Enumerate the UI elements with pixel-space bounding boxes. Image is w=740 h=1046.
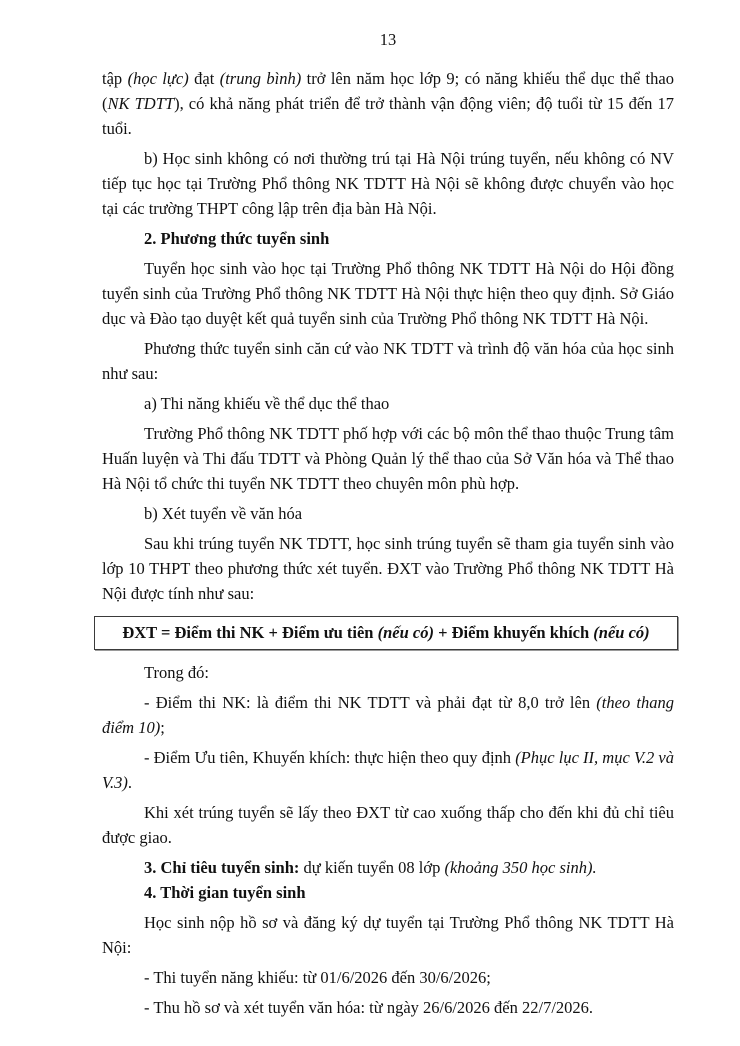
para-a-thi-nang-khieu [102, 391, 674, 416]
text-run: 3. Chỉ tiêu tuyển sinh: [144, 858, 300, 877]
page-number: 13 [379, 30, 397, 49]
text-run: Trong đó: [144, 663, 209, 682]
text-run: 4. Thời gian tuyển sinh [144, 883, 306, 902]
text-run: (học lực) [127, 69, 189, 88]
text-run: b) Xét tuyển về văn hóa [144, 504, 303, 523]
para-continuation-hoc-luc [102, 66, 674, 141]
text-run: ĐXT = Điểm thi NK + Điểm ưu tiên [122, 623, 378, 642]
para-tuyen-hoc-sinh [102, 256, 674, 331]
para-b-xet-tuyen-van-hoa [102, 501, 674, 526]
text-run: (nếu có) [593, 623, 650, 642]
para-hoc-sinh-nop-ho-so [102, 910, 674, 960]
text-run: dự kiến tuyển 08 lớp [299, 858, 445, 877]
text-run: (khoảng 350 học sinh). [444, 858, 597, 877]
text-run: Tuyển học sinh vào học tại Trường Phổ thông NK TDTT Hà Nội do Hội đồng tuyển sinh của Trường Phổ thông NK TDTT Hà Nội thực hiện theo quy định. Sở Giáo dục và Đào tạo duyệt kết quả tuyển sinh của Trường Phổ thông NK TDTT Hà Nội. [102, 259, 674, 328]
heading-2-phuong-thuc-tuyen-sinh [102, 226, 674, 251]
para-diem-thi-nk [102, 690, 674, 740]
admission-score-formula-box [94, 616, 678, 650]
text-run: Phương thức tuyển sinh căn cứ vào NK TDTT và trình độ văn hóa của học sinh như sau: [102, 339, 674, 383]
text-run: (nếu có) [377, 623, 434, 642]
text-run: - Thi tuyển năng khiếu: từ 01/6/2026 đến 30/6/2026; [144, 968, 491, 987]
text-run: ; [160, 718, 165, 737]
text-run: a) Thi năng khiếu về thể dục thể thao [144, 394, 390, 413]
text-run: tập [102, 69, 128, 88]
text-run: Khi xét trúng tuyển sẽ lấy theo ĐXT từ cao xuống thấp cho đến khi đủ chỉ tiêu được giao. [102, 803, 674, 847]
text-run: (trung bình) [219, 69, 302, 88]
text-run: NK TDTT [107, 94, 175, 113]
para-phuong-thuc-can-cu [102, 336, 674, 386]
para-khi-xet-trung-tuyen [102, 800, 674, 850]
para-thu-ho-so-xet-tuyen-dates [102, 995, 674, 1020]
text-run: 2. Phương thức tuyển sinh [144, 229, 330, 248]
para-truong-pho-thong-phoi-hop [102, 421, 674, 496]
text-run: - Điểm thi NK: là điểm thi NK TDTT và phải đạt từ 8,0 trở lên [144, 693, 597, 712]
text-run: b) Học sinh không có nơi thường trú tại Hà Nội trúng tuyển, nếu không có NV tiếp tục học tại Trường Phổ thông NK TDTT Hà Nội sẽ không được chuyển vào học tại các trường THPT công lập trên địa bàn Hà Nội. [102, 149, 674, 218]
text-run: ), có khả năng phát triển để trở thành vận động viên; độ tuổi từ 15 đến 17 tuổi. [102, 94, 674, 138]
text-run: (theo thang điểm 10) [102, 693, 674, 737]
heading-4-thoi-gian-tuyen-sinh [102, 880, 674, 905]
para-trong-do [102, 660, 674, 685]
para-thi-tuyen-nang-khieu-dates [102, 965, 674, 990]
text-run: - Thu hồ sơ và xét tuyển văn hóa: từ ngày 26/6/2026 đến 22/7/2026. [144, 998, 594, 1017]
para-sau-khi-trung-tuyen [102, 531, 674, 606]
text-run: Sau khi trúng tuyển NK TDTT, học sinh trúng tuyển sẽ tham gia tuyển sinh vào lớp 10 THPT theo phương thức xét tuyển. ĐXT vào Trường Phổ thông NK TDTT Hà Nội được tính như sau: [102, 534, 674, 603]
text-run: (Phục lục II, mục V.2 và V.3) [102, 748, 674, 792]
heading-3-chi-tieu-tuyen-sinh [102, 855, 674, 880]
text-run: Học sinh nộp hồ sơ và đăng ký dự tuyển tại Trường Phổ thông NK TDTT Hà Nội: [102, 913, 674, 957]
text-run: - Điểm Ưu tiên, Khuyến khích: thực hiện theo quy định [144, 748, 516, 767]
text-run: + Điểm khuyến khích [433, 623, 594, 642]
para-diem-uu-tien-khuyen-khich [102, 745, 674, 795]
text-run: trở lên năm học lớp 9; có năng khiếu thể dục thể thao ( [102, 69, 674, 113]
text-run: . [127, 773, 132, 792]
text-run: đạt [188, 69, 220, 88]
text-run: Trường Phổ thông NK TDTT phố hợp với các bộ môn thể thao thuộc Trung tâm Huấn luyện và Thi đấu TDTT và Phòng Quản lý thể thao của Sở Văn hóa và Thể thao Hà Nội tổ chức thi tuyển NK TDTT theo chuyên môn phù hợp. [102, 424, 674, 493]
para-b-khong-co-noi-thuong-tru [102, 146, 674, 221]
